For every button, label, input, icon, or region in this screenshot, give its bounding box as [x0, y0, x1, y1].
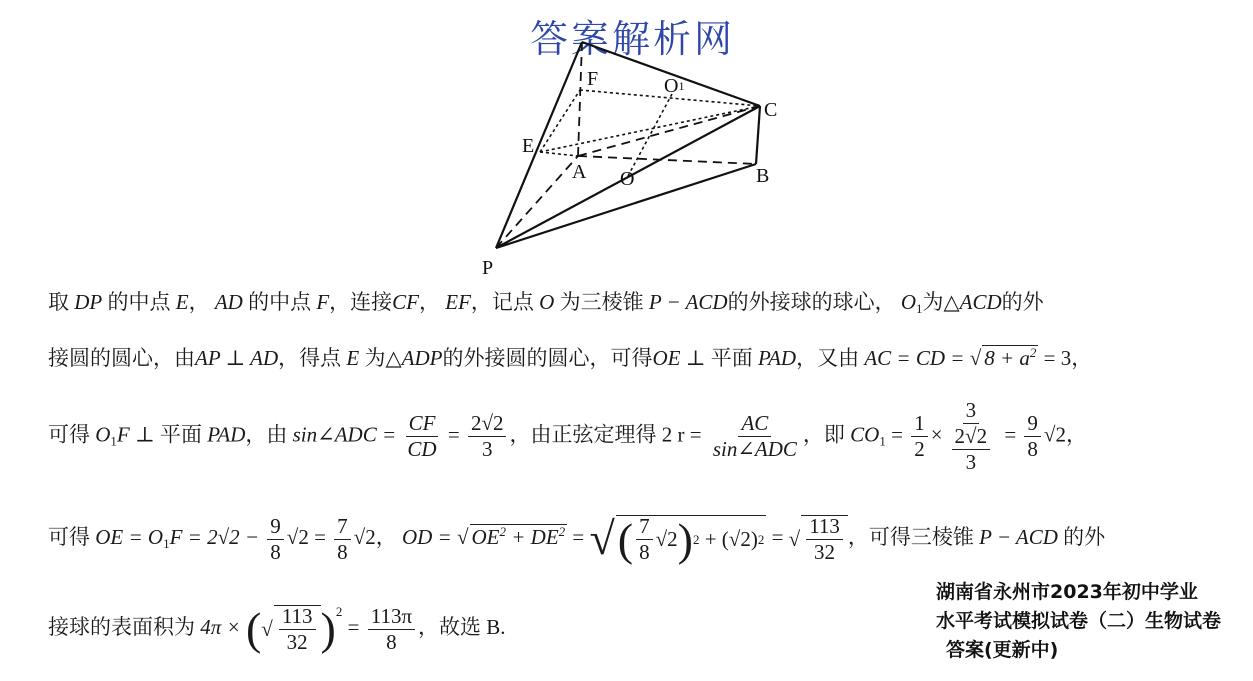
sqrt-113-32-squared: ( √ $\frac{113}{32}$ ) $^2$ [245, 603, 343, 654]
edge-D-P [496, 42, 582, 248]
edge-A-C [578, 106, 760, 156]
overlay-caption [936, 578, 1221, 665]
label-O: O [620, 168, 635, 190]
sqrt-big-expression: √ ( $\frac{7}{8}$ √2 ) 2 + (√2) 2 [589, 513, 765, 565]
fraction-ac-sin: $\frac{AC}{\text{sin∠ADC}}$ [712, 411, 797, 461]
fraction-9-8: $\frac{9}{8}$ [1024, 413, 1041, 460]
solution-line-1: 取 DP 的中点 E， AD 的中点 F，连接CF， EF，记点 O 为三棱锥 P − ACD的外接球的球心， $O_1$为△ACD的外 [48, 290, 1044, 316]
fraction-compound: $\frac{3}{\frac{2√2}{3}}$ [946, 400, 997, 473]
overlay-caption-line-2: 水平考试模拟试卷（二）生物试卷 [936, 610, 1222, 632]
line-O1-O [628, 94, 672, 176]
fraction-7-8: $\frac{7}{8}$ [334, 516, 351, 563]
label-C: C [764, 99, 778, 121]
line-E-A [540, 152, 578, 156]
sqrt-oe-de: $OE^2 + DE^2$ [471, 523, 566, 549]
solution-line-2: 接圆的圆心，由AP ⊥ AD，得点 E 为△ADP的外接圆的圆心，可得OE ⊥ 平面 PAD，又由 AC = CD = √ $8 + a^2 = 3$， [48, 345, 1093, 370]
line-E-C [540, 106, 760, 152]
label-A: A [572, 161, 587, 183]
overlay-caption-line-1: 湖南省永州市2023年初中学业 [936, 581, 1198, 603]
solution-line-4: 可得 OE = $O_1F = 2√2$ − $\frac{9}{8}$ √2 = $\frac{7}{8}$ √2， OD = √ $OE^2 + DE^2$ = √ ( $\frac{7}{8}$ √2 ) 2 + (√2) 2 = √ $\frac{113}{32}$ ，可得三棱锥 P − ACD 的外 [48, 513, 1106, 565]
edge-D-A [578, 42, 582, 156]
fraction-9-8b: $\frac{9}{8}$ [267, 516, 284, 563]
overlay-caption-line-3: 答案(更新中) [946, 639, 1059, 661]
label-O1: O1 [664, 75, 685, 97]
fraction-1-2: $\frac{1}{2}$ [911, 413, 928, 460]
label-E: E [522, 135, 535, 157]
line-E-F [540, 90, 580, 152]
fraction-113pi-8: $\frac{113\pi}{8}$ [368, 606, 415, 653]
edge-C-B [756, 106, 760, 164]
fraction-2root2-3: $\frac{2√2}{3}$ [468, 413, 507, 460]
label-P: P [482, 257, 494, 279]
solid-edges [496, 42, 760, 248]
label-F: F [587, 68, 599, 90]
watermark-text: 答案解析网 [530, 17, 736, 61]
sqrt-113-32: √ $\frac{113}{32}$ [789, 515, 848, 563]
solution-line-5: 接球的表面积为 4π × ( √ $\frac{113}{32}$ ) $^2$ = $\frac{113\pi}{8}$ ，故选 B. [48, 603, 506, 654]
label-B: B [756, 165, 770, 187]
pyramid-figure [460, 30, 800, 280]
fraction-cf-cd: $\frac{CF}{CD}$ [407, 411, 437, 461]
sqrt-radicand: $8 + a^2$ [984, 345, 1037, 370]
dashed-edges [496, 42, 760, 248]
solution-line-3: 可得 $O_1F$ ⊥ 平面 PAD，由 sin∠ADC = $\frac{CF}{CD}$ = $\frac{2√2}{3}$ ，由正弦定理得 2 r = $\frac{AC}{\text{sin∠ADC}}$ ，即 $CO_1$ = $\frac{1}{2}$ × $\frac{3}{\frac{2√2}{3}}$ = $\frac{9}{8}$ √2， [48, 398, 1087, 474]
